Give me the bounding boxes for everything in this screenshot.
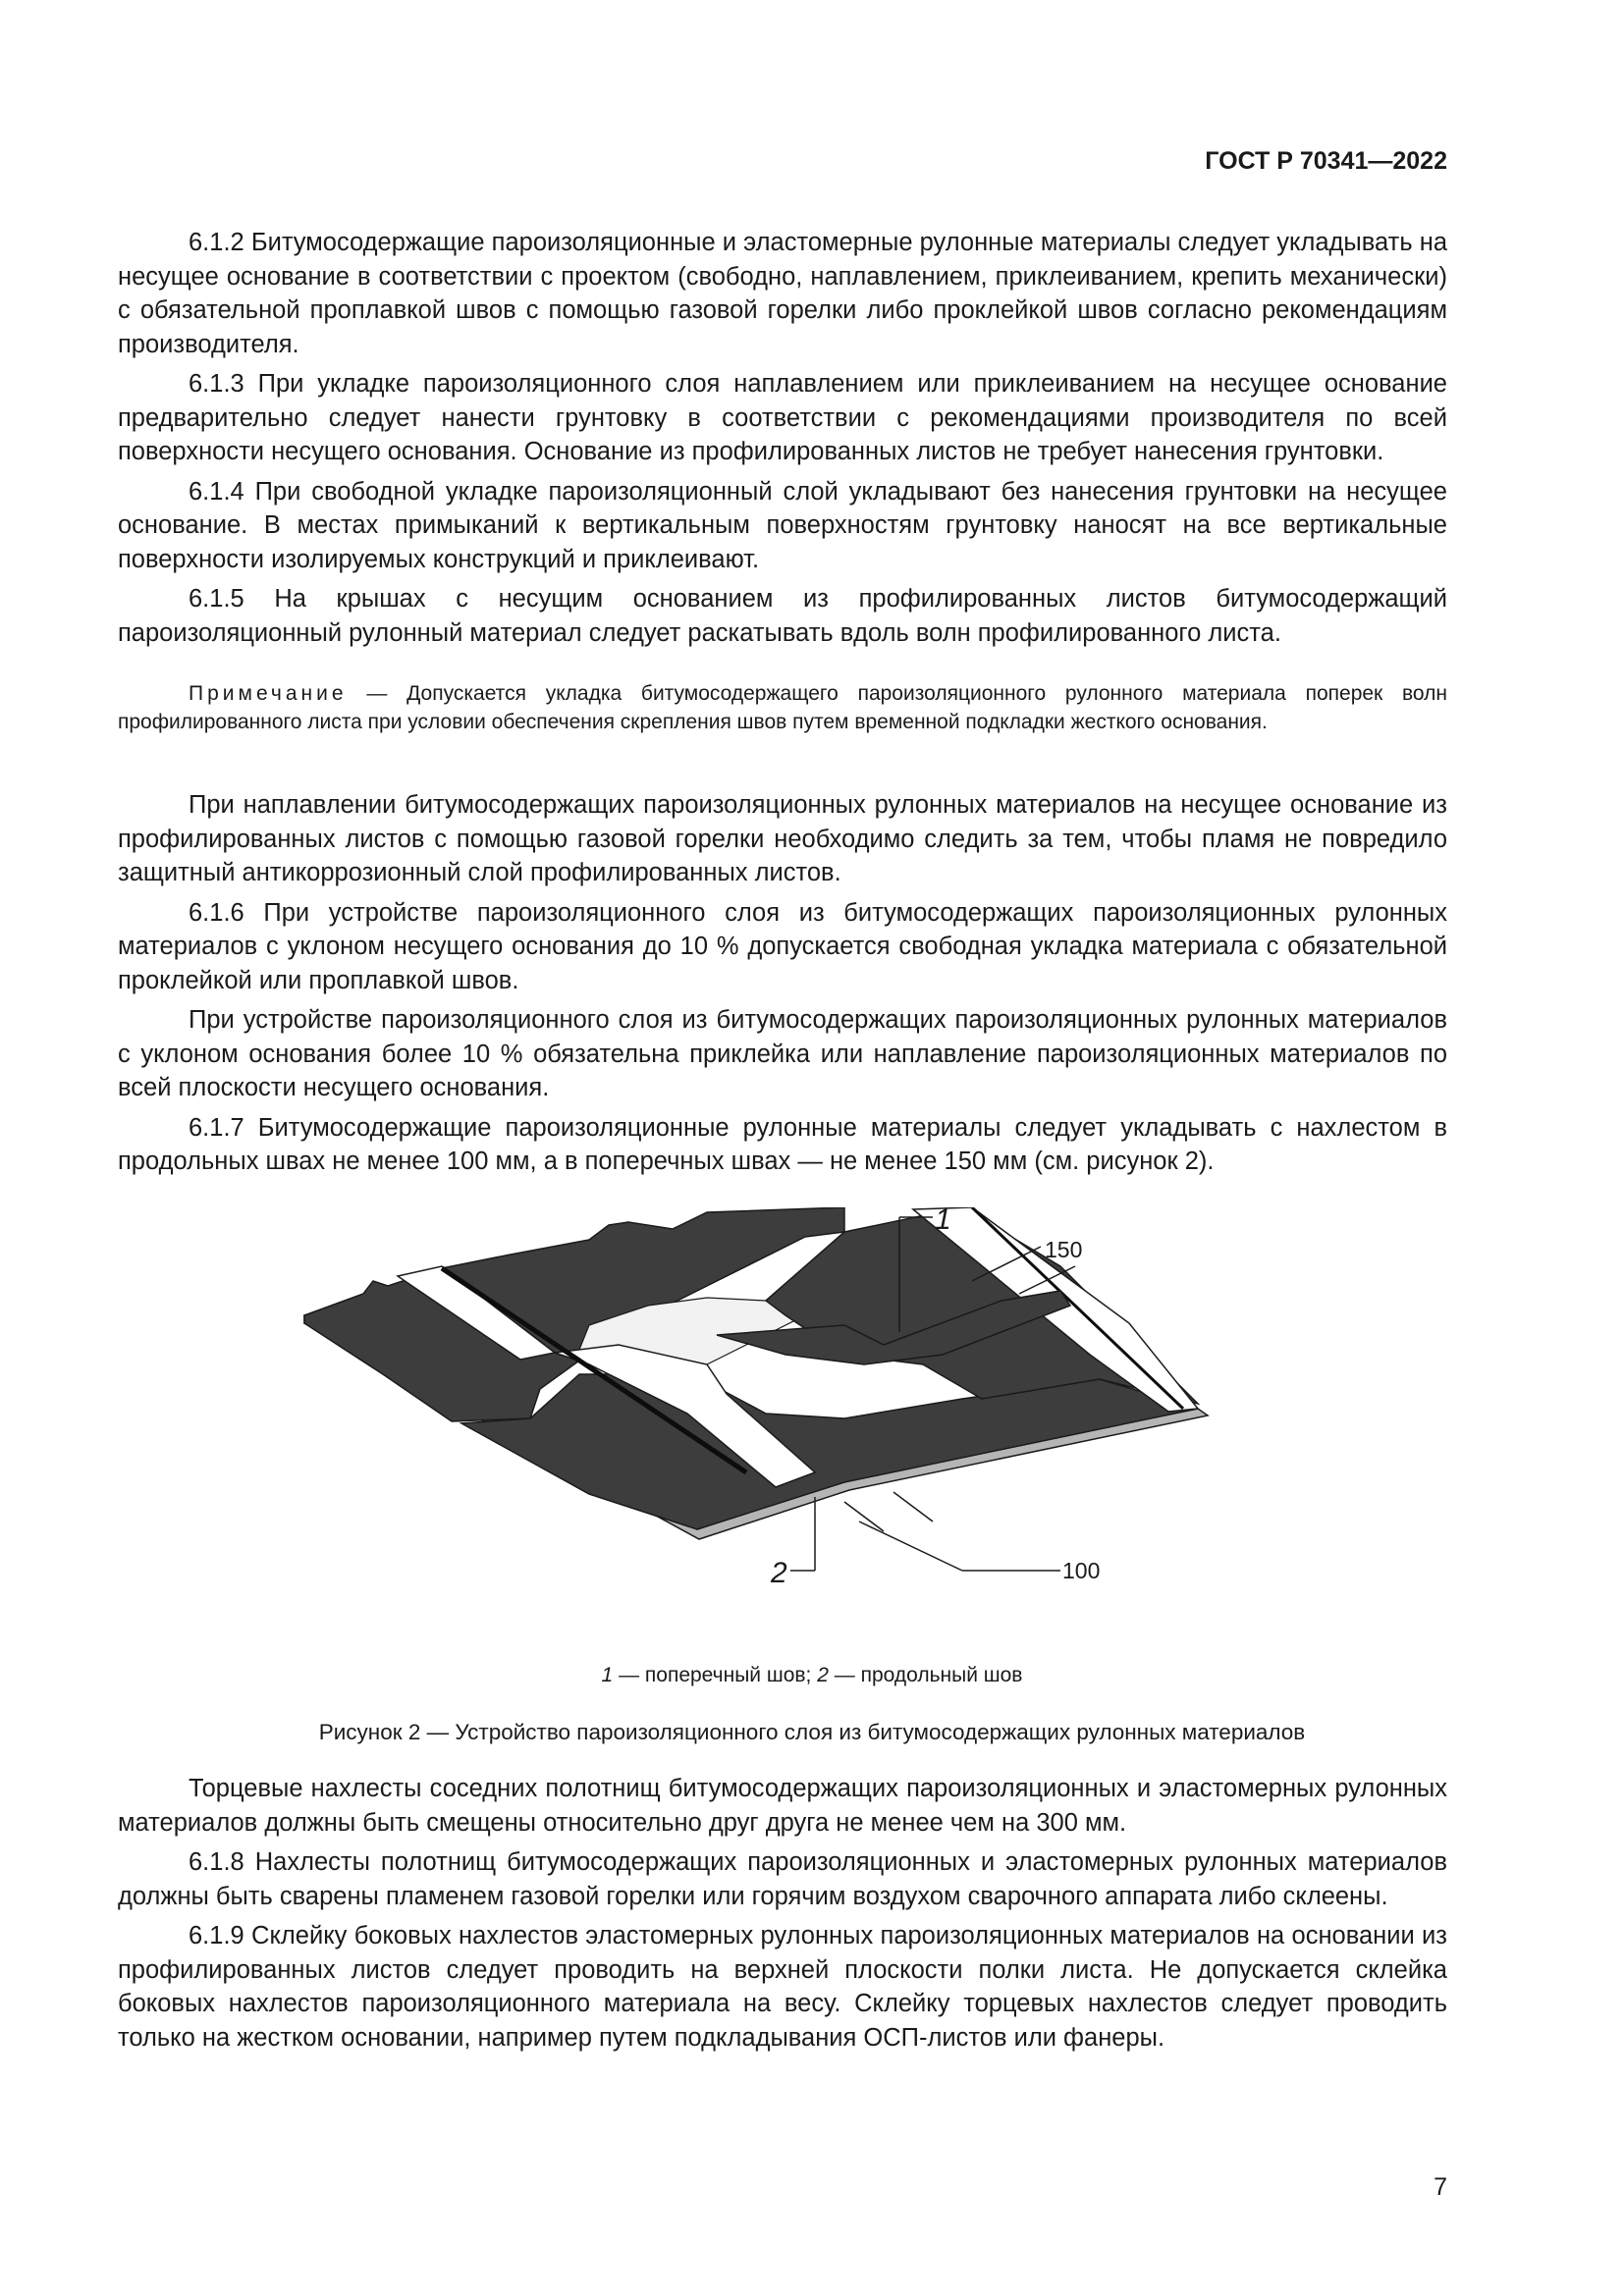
paragraph-6-1-5: 6.1.5 На крышах с несущим основанием из профилированных листов битумосодержащий пароизоляционный рулонный материал следует раскатывать вдоль волн профилированного листа. <box>118 585 1447 647</box>
dim-100-ext-b <box>893 1492 933 1522</box>
legend-num-1: 1 <box>601 1664 614 1686</box>
paragraph-6-1-7: 6.1.7 Битумосодержащие пароизоляционные рулонные материалы следует укладывать с нахлестом в продольных швах не менее 100 мм, а в поперечных швах — не менее 150 мм (см. рисунок 2). <box>118 1113 1447 1175</box>
legend-num-2: 2 <box>817 1664 829 1686</box>
note-block <box>118 680 1447 736</box>
paragraph-slope: При устройстве пароизоляционного слоя из битумосодержащих пароизоляционных рулонных материалов с уклоном основания более 10 % обязательна приклейка или наплавление пароизоляционных материалов по всей плоскости несущего основания. <box>118 1006 1447 1101</box>
label-1: 1 <box>935 1207 951 1236</box>
figure-legend <box>0 1664 1624 1687</box>
paragraph-6-1-4: 6.1.4 При свободной укладке пароизоляционный слой укладывают без нанесения грунтовки на несущее основание. В местах примыканий к вертикальным поверхностям грунтовку наносят на все вертикальные поверхности изолируемых конструкций и приклеивают. <box>118 477 1447 573</box>
dim-100-ext-a <box>844 1502 884 1531</box>
paragraph-6-1-8: 6.1.8 Нахлесты полотнищ битумосодержащих пароизоляционных и эластомерных рулонных материалов должны быть сварены пламенем газовой горелки или горячим воздухом сварочного аппарата либо склеены. <box>118 1848 1447 1910</box>
document-header: ГОСТ Р 70341—2022 <box>1205 147 1447 175</box>
paragraph-flame: При наплавлении битумосодержащих пароизоляционных рулонных материалов на несущее основание из профилированных листов с помощью газовой горелки необходимо следить за тем, чтобы пламя не повредило защитный антикоррозионный слой профилированных листов. <box>118 791 1447 886</box>
section-text-top <box>118 226 1447 650</box>
paragraph-6-1-3: 6.1.3 При укладке пароизоляционного слоя наплавлением или приклеиванием на несущее основание предварительно следует нанести грунтовку в соответствии с рекомендациями производителя по всей поверхности несущего основания. Основание из профилированных листов не требует нанесения грунтовки. <box>118 370 1447 465</box>
dim-100-line <box>859 1522 962 1571</box>
paragraph-6-1-9: 6.1.9 Склейку боковых нахлестов эластомерных рулонных пароизоляционных материалов на основании из профилированных листов следует проводить на верхней плоскости полки листа. Не допускается склейка боковых нахлестов пароизоляционного материала на весу. Склейку торцевых нахлестов следует проводить только на жестком основании, например путем подкладывания ОСП-листов или фанеры. <box>118 1922 1447 2052</box>
figure-2-diagram <box>295 1207 1276 1639</box>
page-number: 7 <box>1434 2173 1447 2201</box>
label-2: 2 <box>771 1557 787 1589</box>
dim-100-label: 100 <box>1062 1558 1101 1583</box>
legend-text-1: — поперечный шов; <box>613 1664 818 1686</box>
paragraph-6-1-6: 6.1.6 При устройстве пароизоляционного слоя из битумосодержащих пароизоляционных рулонных материалов с уклоном несущего основания до 10 % допускается свободная укладка материала с обязательной проклейкой или проплавкой швов. <box>118 898 1447 994</box>
legend-text-2: — продольный шов <box>828 1664 1023 1686</box>
dim-150-label: 150 <box>1045 1237 1083 1262</box>
figure-caption: Рисунок 2 — Устройство пароизоляционного слоя из битумосодержащих рулонных материалов <box>318 1720 1306 1744</box>
section-text-bottom <box>118 1772 1447 2055</box>
note-text: — Допускается укладка битумосодержащего пароизоляционного рулонного материала поперек волн профилированного листа при условии обеспечения скрепления швов путем временной подкладки жесткого основания. <box>118 682 1447 733</box>
paragraph-end-laps: Торцевые нахлесты соседних полотнищ битумосодержащих пароизоляционных и эластомерных рулонных материалов должны быть смещены относительно друг друга не менее чем на 300 мм. <box>118 1775 1447 1837</box>
membrane-lower <box>461 1374 1198 1529</box>
section-text-middle <box>118 788 1447 1179</box>
paragraph-6-1-2: 6.1.2 Битумосодержащие пароизоляционные и эластомерные рулонные материалы следует укладывать на несущее основание в соответствии с проектом (свободно, наплавлением, приклеиванием, крепить механически) с обязательной проплавкой швов с помощью газовой горелки либо проклейкой швов согласно рекомендациям производителя. <box>118 229 1447 358</box>
note-label: Примечание <box>189 682 348 705</box>
note-paragraph <box>118 680 1447 736</box>
